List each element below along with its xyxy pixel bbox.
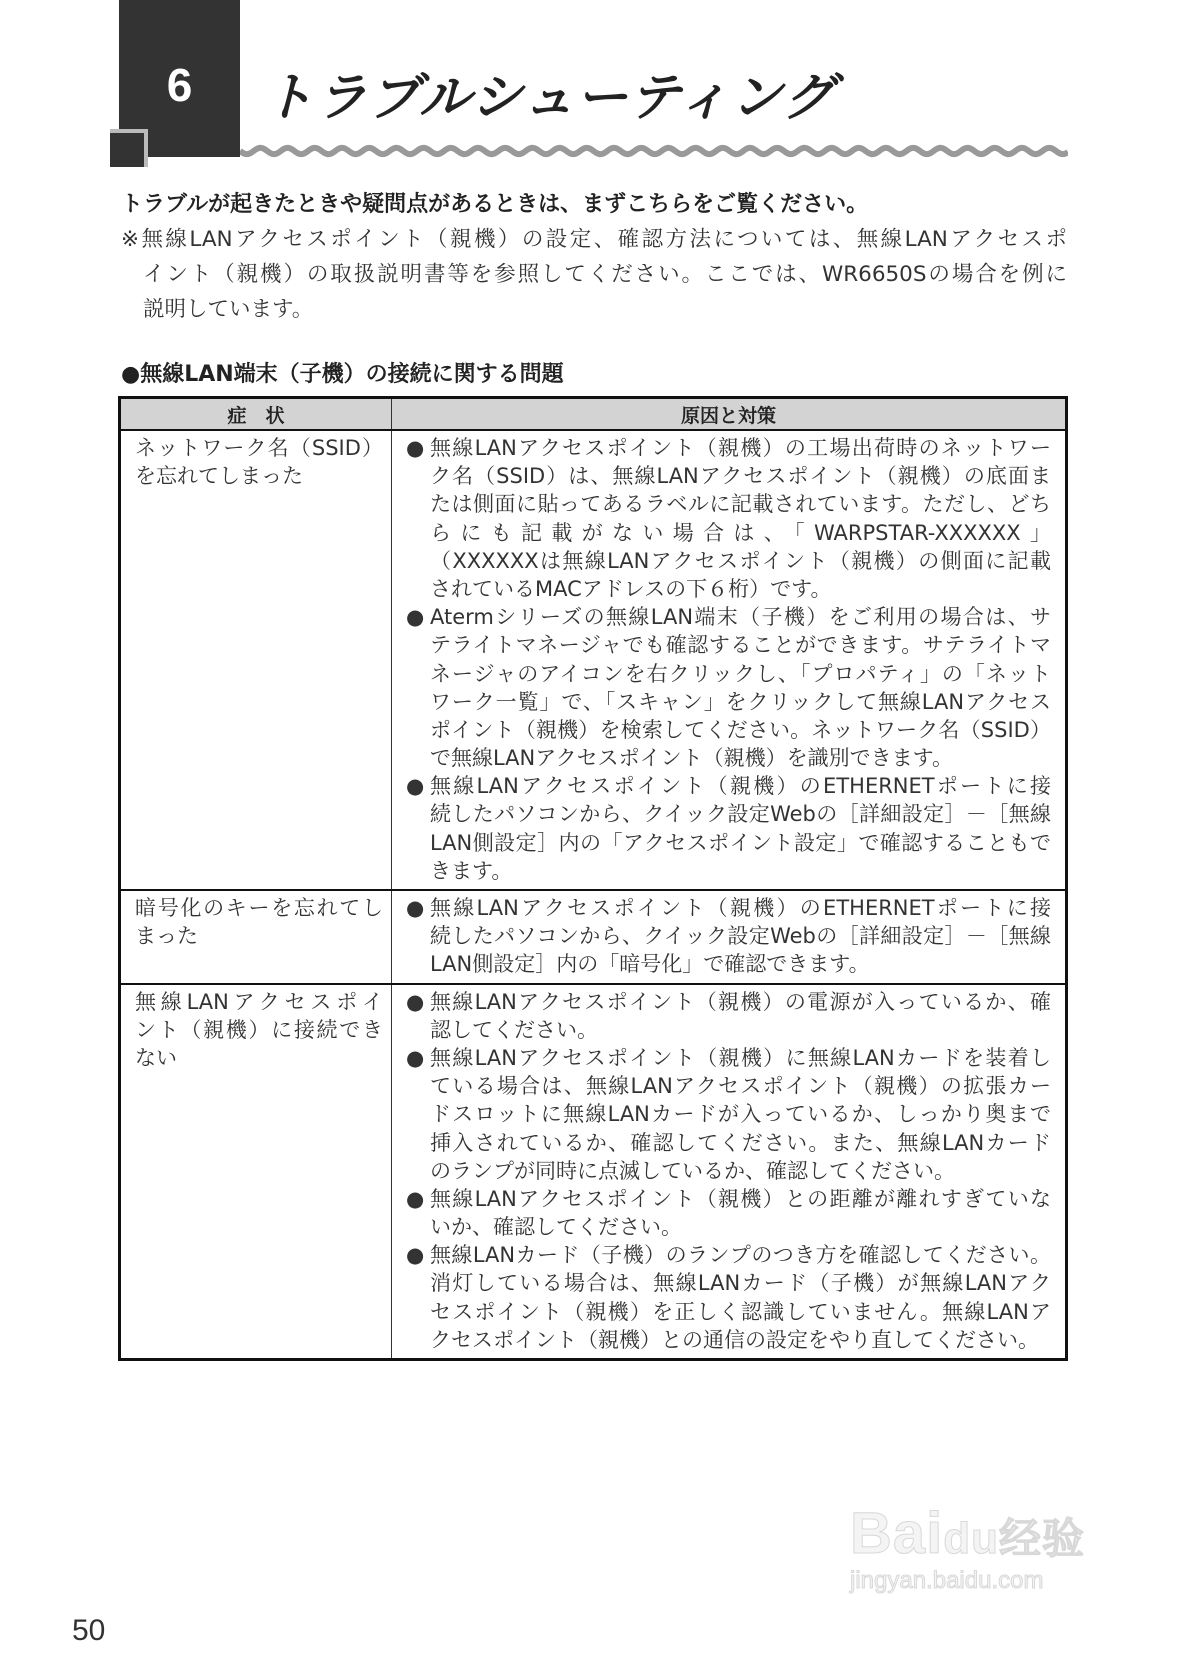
cause-cell (392, 984, 1067, 1360)
page-number: 50 (72, 1614, 106, 1647)
cause-cell (392, 430, 1067, 890)
cause-line: Atermシリーズの無線LAN端末（子機）をご利用の場合は、サ (430, 605, 1051, 630)
cause-line: 認してください。 (430, 1017, 598, 1042)
cause-line: 無線LANカード（子機）のランプのつき方を確認してください。 (430, 1243, 1051, 1268)
cause-line: 無線LANアクセスポイント（親機）との距離が離れすぎていな (430, 1186, 1051, 1211)
symptom-line: 暗号化のキーを忘れてし (135, 896, 383, 920)
cause-cell (392, 890, 1067, 984)
cause-line: 無線LANアクセスポイント（親機）のETHERNETポートに接 (430, 774, 1051, 799)
cause-item (406, 603, 1065, 772)
cause-line: 無線LANアクセスポイント（親機）の工場出荷時のネットワー (430, 436, 1051, 460)
cause-line: ドスロットに無線LANカードが入っているか、しっかり奥まで (430, 1102, 1051, 1127)
symptom-line: ント（親機）に接続でき (135, 1017, 383, 1042)
cause-line: LAN側設定］内の「暗号化」で確認できます。 (430, 952, 870, 977)
symptom-cell (120, 984, 392, 1360)
cause-line: ク名（SSID）は、無線LANアクセスポイント（親機）の底面ま (430, 464, 1051, 489)
cause-line: LAN側設定］内の「アクセスポイント設定」で確認することもで (430, 830, 1051, 855)
table-row (120, 430, 1067, 890)
symptom-cell (120, 430, 392, 890)
bullet-icon: ● (406, 1243, 425, 1268)
table-row (120, 890, 1067, 984)
cause-line: 挿入されているか、確認してください。また、無線LANカード (430, 1130, 1051, 1155)
chapter-number: 6 (166, 59, 193, 111)
cause-line: のランプが同時に点滅しているか、確認してください。 (430, 1158, 955, 1183)
chapter-title: トラブルシューティング (262, 68, 836, 128)
cause-item (406, 434, 1065, 603)
bullet-icon: ● (406, 436, 425, 460)
cause-line: 続したパソコンから、クイック設定Webの［詳細設定］－［無線 (430, 802, 1051, 827)
bullet-icon: ● (406, 989, 425, 1014)
cause-item (406, 1241, 1065, 1354)
header-cause: 原因と対策 (392, 398, 1067, 431)
table-row (120, 984, 1067, 1360)
cause-line: 続したパソコンから、クイック設定Webの［詳細設定］－［無線 (430, 924, 1051, 949)
bullet-icon: ● (406, 1186, 425, 1211)
baidu-watermark-logo: Baidu经验 jingyan.baidu.com (850, 1501, 1086, 1594)
bullet-icon: ● (406, 774, 425, 799)
cause-line: クセスポイント（親機）との通信の設定をやり直してください。 (430, 1327, 1039, 1352)
cause-item (406, 988, 1065, 1044)
note-line: イント（親機）の取扱説明書等を参照してください。ここでは、WR6650Sの場合を例に (143, 262, 1067, 287)
cause-line: いか、確認してください。 (430, 1215, 682, 1240)
intro-text: トラブルが起きたときや疑問点があるときは、まずこちらをご覧ください。 (121, 192, 869, 217)
cause-line: 無線LANアクセスポイント（親機）に無線LANカードを装着し (430, 1045, 1051, 1070)
wave-divider (240, 143, 1068, 159)
troubleshooting-table (118, 396, 1068, 1361)
chapter-corner-decoration (110, 129, 148, 167)
cause-line: で無線LANアクセスポイント（親機）を識別できます。 (430, 746, 953, 771)
cause-line: ている場合は、無線LANアクセスポイント（親機）の拡張カー (430, 1074, 1051, 1099)
cause-line: 消灯している場合は、無線LANカード（子機）が無線LANアク (430, 1271, 1051, 1296)
cause-line: テライトマネージャでも確認することができます。サテライトマ (430, 633, 1051, 658)
cause-line: らにも記載がない場合は、「WARPSTAR-XXXXXX」 (430, 520, 1051, 545)
cause-item (406, 1044, 1065, 1185)
cause-line: ワーク一覧」で、「スキャン」をクリックして無線LANアクセス (430, 689, 1051, 714)
cause-line: （XXXXXXは無線LANアクセスポイント（親機）の側面に記載 (430, 548, 1051, 573)
cause-line: されているMACアドレスの下６桁）です。 (430, 576, 832, 601)
cause-line: 無線LANアクセスポイント（親機）の電源が入っているか、確 (430, 989, 1051, 1014)
bullet-icon: ● (406, 605, 425, 630)
section-title: ●無線LAN端末（子機）の接続に関する問題 (121, 362, 564, 387)
symptom-line: ない (135, 1045, 177, 1070)
symptom-line: まった (135, 924, 198, 949)
bullet-icon: ● (406, 896, 425, 920)
cause-line: たは側面に貼ってあるラベルに記載されています。ただし、どち (430, 492, 1051, 517)
cause-line: きます。 (430, 858, 513, 883)
cause-item (406, 1185, 1065, 1241)
note-line: 説明しています。 (143, 297, 314, 322)
symptom-line: ネットワーク名（SSID） (135, 436, 383, 460)
symptom-line: 無線LANアクセスポイ (135, 989, 383, 1014)
cause-item (406, 772, 1065, 885)
cause-line: ネージャのアイコンを右クリックし、「プロパティ」の「ネット (430, 661, 1051, 686)
cause-line: セスポイント（親機）を正しく認識していません。無線LANア (430, 1299, 1051, 1324)
symptom-line: を忘れてしまった (135, 464, 303, 489)
cause-item (406, 894, 1065, 979)
cause-line: ポイント（親機）を検索してください。ネットワーク名（SSID） (430, 717, 1051, 742)
note-line: ※無線LANアクセスポイント（親機）の設定、確認方法については、無線LANアクセスポ (121, 227, 1067, 252)
cause-line: 無線LANアクセスポイント（親機）のETHERNETポートに接 (430, 896, 1051, 920)
header-symptom: 症 状 (120, 398, 392, 431)
symptom-cell (120, 890, 392, 984)
bullet-icon: ● (406, 1045, 425, 1070)
